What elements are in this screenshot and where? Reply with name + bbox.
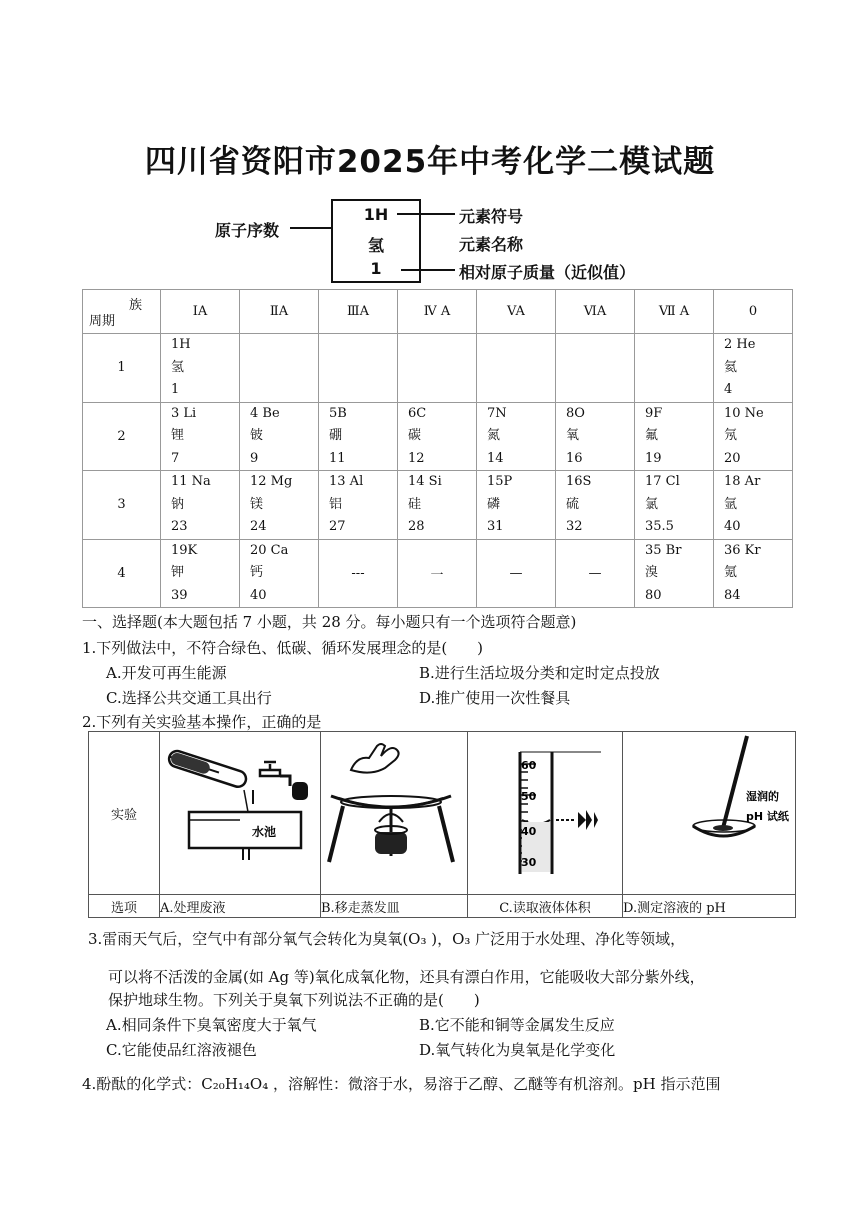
element-symbol: 16S [566,474,592,489]
waste-liquid-illustration [160,732,321,890]
empty-cell [398,334,477,403]
element-mass: 23 [171,519,188,534]
element-mass: 20 [724,450,741,466]
element-cell [161,539,240,608]
element-name: 氟 [645,428,659,443]
element-mass: 39 [171,587,188,603]
corner-period-label: 周期 [89,314,116,329]
element-symbol: 9F [645,405,663,421]
empty-cell [477,334,556,403]
element-symbol: 17 Cl [645,474,680,489]
legend-pointer-line [397,213,455,215]
pool-label: 水池 [252,825,277,839]
placeholder-cell: — [556,539,635,608]
q3-option-a[interactable]: A.相同条件下臭氧密度大于氧气 [106,1016,317,1034]
element-mass: 40 [250,587,267,603]
placeholder-cell: --- [319,539,398,608]
element-cell [161,471,240,540]
element-name: 钙 [250,565,264,580]
element-name: 氦 [724,359,738,375]
cylinder-tick-60: 60 [521,759,537,772]
element-cell [714,539,793,608]
q3-stem-line-2: 可以将不活泼的金属(如 Ag 等)氧化成氧化物，还具有漂白作用，它能吸收大部分紫外线， [108,968,705,986]
element-name: 氪 [724,565,738,580]
element-name: 钠 [171,496,185,512]
q1-option-d[interactable]: D.推广使用一次性餐具 [419,689,571,707]
element-mass: 16 [566,450,583,466]
element-cell [398,402,477,471]
q2-figure-b [321,732,468,895]
element-cell [319,402,398,471]
q3-option-b[interactable]: B.它不能和铜等金属发生反应 [419,1016,615,1034]
ph-label-paper: pH 试纸 [746,810,789,823]
element-name: 锂 [171,428,185,443]
element-mass: 1 [171,382,180,397]
group-header: ⅢA [319,290,398,334]
q2-option-b[interactable]: B.移走蒸发皿 [321,895,468,918]
graduated-cylinder-illustration [468,732,623,890]
element-cell [161,334,240,403]
element-cell [556,471,635,540]
section-heading: 一、选择题(本大题包括 7 小题，共 28 分。每小题只有一个选项符合题意) [82,613,577,631]
element-mass: 40 [724,519,741,534]
element-cell [477,402,556,471]
q1-option-a[interactable]: A.开发可再生能源 [106,664,227,682]
element-mass: 19 [645,450,662,466]
element-name: 氢 [171,359,185,375]
element-cell [556,402,635,471]
element-cell [240,402,319,471]
placeholder-cell: 一 [398,539,477,608]
element-name: 铝 [329,496,343,512]
element-cell [714,334,793,403]
element-symbol: 6C [408,405,427,421]
element-symbol: 2 He [724,337,756,352]
element-name: 氯 [645,496,659,512]
q2-row-label-option: 选项 [89,895,160,918]
q2-figure-c [468,732,623,895]
element-cell [240,539,319,608]
element-symbol: 18 Ar [724,474,761,489]
element-cell [161,402,240,471]
element-cell [319,471,398,540]
period-label: 4 [83,539,161,608]
element-symbol: 7N [487,405,507,421]
q3-option-c[interactable]: C.它能使品红溶液褪色 [106,1041,257,1059]
placeholder-cell: — [477,539,556,608]
cylinder-tick-50: 50 [521,790,537,803]
element-cell [714,402,793,471]
legend-mass: 1 [370,259,382,278]
element-symbol: 19K [171,542,198,558]
element-symbol: 1H [171,337,191,352]
element-mass: 31 [487,519,504,534]
empty-cell [635,334,714,403]
element-mass: 4 [724,382,733,397]
q2-experiment-table [88,731,796,918]
element-symbol: 13 Al [329,474,364,489]
group-header: 0 [714,290,793,334]
element-symbol: 5B [329,405,347,421]
q2-option-a[interactable]: A.处理废液 [160,895,321,918]
element-symbol: 4 Be [250,405,280,421]
element-name: 溴 [645,565,659,580]
element-symbol: 10 Ne [724,405,764,421]
element-mass: 12 [408,450,425,466]
element-legend [0,196,860,286]
element-name: 硅 [408,496,422,512]
legend-left-label: 原子序数 [215,221,280,240]
element-name: 铍 [250,428,264,443]
q1-stem: 1.下列做法中，不符合绿色、低碳、循环发展理念的是( ) [82,639,484,657]
q2-option-c[interactable]: C.读取液体体积 [468,895,623,918]
periodic-table [82,289,793,608]
element-symbol: 36 Kr [724,542,761,558]
corner-group-label: 族 [128,298,142,313]
legend-right-label-1: 元素符号 [459,207,524,226]
element-name: 镁 [250,496,264,512]
element-cell [240,471,319,540]
table-row [83,334,793,403]
element-cell [635,402,714,471]
legend-symbol: 1H [363,205,389,224]
ph-label-wet: 湿润的 [746,790,779,803]
legend-right-label-3: 相对原子质量（近似值） [459,263,636,282]
empty-cell [319,334,398,403]
element-mass: 80 [645,587,662,603]
element-name: 钾 [171,565,185,580]
q2-figure-d [623,732,796,895]
legend-pointer-line [290,227,332,229]
element-name: 氖 [724,428,738,443]
page-title: 四川省资阳市2025年中考化学二模试题 [144,144,716,180]
table-row [83,402,793,471]
legend-pointer-line [401,269,455,271]
group-header: VA [477,290,556,334]
element-cell [635,539,714,608]
group-header: Ⅳ A [398,290,477,334]
element-mass: 32 [566,519,583,534]
q1-option-b[interactable]: B.进行生活垃圾分类和定时定点投放 [419,664,660,682]
element-symbol: 3 Li [171,405,197,421]
q2-row-label-experiment: 实验 [89,732,160,895]
element-mass: 84 [724,587,741,603]
element-symbol: 14 Si [408,474,442,489]
empty-cell [556,334,635,403]
element-symbol: 12 Mg [250,474,293,489]
element-name: 磷 [487,496,501,512]
group-header: Ⅶ A [635,290,714,334]
legend-name: 氢 [367,236,384,255]
element-symbol: 20 Ca [250,542,289,558]
table-corner-header [83,290,161,334]
group-header: IA [161,290,240,334]
empty-cell [240,334,319,403]
group-header: ⅡA [240,290,319,334]
table-row [83,471,793,540]
table-row [83,539,793,608]
ph-test-illustration [623,732,796,890]
element-mass: 28 [408,519,425,534]
cylinder-tick-40: 40 [521,825,537,838]
element-name: 硫 [566,496,580,512]
element-mass: 35.5 [645,519,674,534]
element-name: 氧 [566,428,580,443]
element-symbol: 35 Br [645,542,682,558]
q3-stem-line-1: 3.雷雨天气后，空气中有部分氧气会转化为臭氧(O₃ )，O₃ 广泛用于水处理、净化等领域， [88,930,686,948]
q1-option-c[interactable]: C.选择公共交通工具出行 [106,689,272,707]
element-mass: 14 [487,450,504,466]
element-name: 硼 [329,428,343,443]
q2-stem: 2.下列有关实验基本操作，正确的是 [82,713,322,731]
group-header: ⅥA [556,290,635,334]
element-cell [635,471,714,540]
element-symbol: 11 Na [171,474,211,489]
element-mass: 11 [329,450,346,466]
element-mass: 7 [171,450,180,466]
element-symbol: 15P [487,474,513,489]
element-symbol: 8O [566,405,585,421]
period-label: 1 [83,334,161,403]
evaporating-dish-illustration [321,732,468,890]
element-mass: 24 [250,519,267,534]
element-name: 碳 [408,428,422,443]
element-cell [714,471,793,540]
element-name: 氩 [724,496,738,512]
cylinder-tick-30: 30 [521,856,537,869]
q3-stem-line-3: 保护地球生物。下列关于臭氧下列说法不正确的是( ) [108,991,480,1009]
element-name: 氮 [487,428,501,443]
element-mass: 27 [329,519,346,534]
period-label: 3 [83,471,161,540]
period-label: 2 [83,402,161,471]
legend-right-label-2: 元素名称 [459,235,524,254]
q4-stem: 4.酚酞的化学式：C₂₀H₁₄O₄ ，溶解性：微溶于水，易溶于乙醇、乙醚等有机溶剂。pH 指示范围 [82,1075,721,1093]
element-cell [477,471,556,540]
q2-figure-a [160,732,321,895]
q2-option-d[interactable]: D.测定溶液的 pH [623,895,796,918]
element-cell [398,471,477,540]
element-mass: 9 [250,450,259,466]
q3-option-d[interactable]: D.氧气转化为臭氧是化学变化 [419,1041,616,1059]
